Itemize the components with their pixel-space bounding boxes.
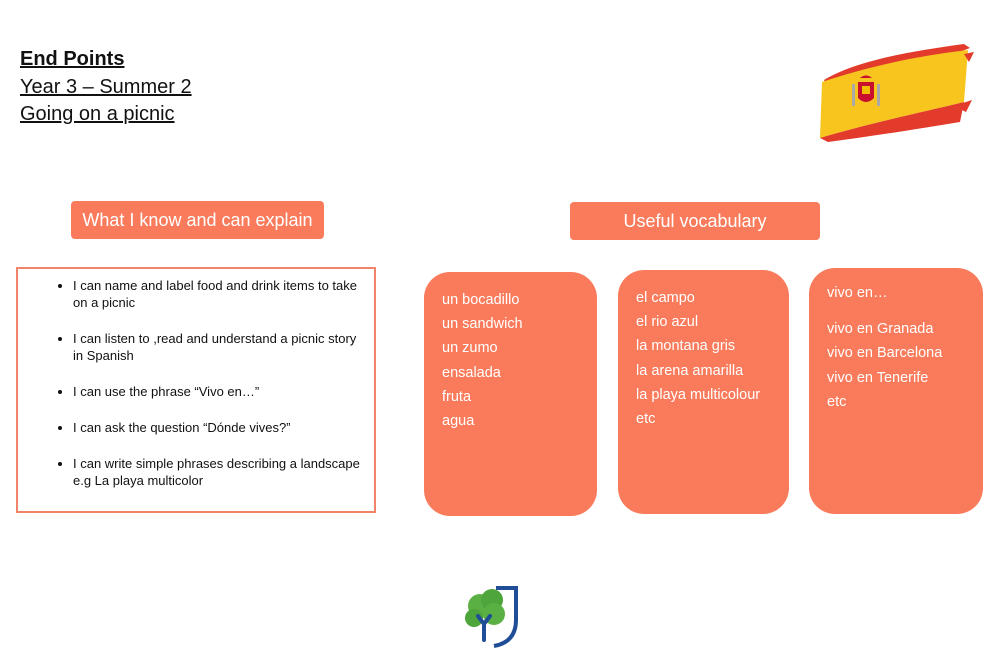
vocab-item: la montana gris — [636, 338, 736, 355]
list-item: • I can name and label food and drink items to take on a picnic — [73, 277, 364, 311]
list-item: • I can listen to ,read and understand a picnic story in Spanish — [73, 330, 364, 364]
vocab-item: el rio azul — [636, 314, 699, 331]
topic-title: Going on a picnic — [20, 103, 175, 125]
vocab-item: vivo en Granada — [827, 321, 934, 338]
list-item: • I can write simple phrases describing a landscape e.g La playa multicolor — [73, 455, 364, 489]
vocab-item: agua — [442, 413, 475, 430]
what-i-know-list — [18, 269, 374, 489]
vocab-item: el campo — [636, 290, 695, 306]
vocab-box-places — [809, 268, 983, 514]
vocab-item: la playa multicolour — [636, 386, 761, 403]
page-subtitle: Year 3 – Summer 2 — [20, 76, 192, 98]
vocab-item-heading: vivo en… — [827, 285, 888, 301]
useful-vocabulary-heading: Useful vocabulary — [570, 202, 820, 240]
vocab-box-food — [424, 272, 597, 516]
what-i-know-box — [16, 267, 376, 513]
vocab-item: un bocadillo — [442, 292, 520, 308]
spacer — [827, 305, 965, 317]
vocab-item: vivo en Tenerife — [827, 369, 929, 386]
vocab-item: un sandwich — [442, 316, 523, 333]
spain-flag-icon — [814, 42, 974, 142]
vocab-item: un zumo — [442, 340, 498, 357]
vocab-item: etc — [636, 411, 656, 428]
page-title: End Points — [20, 48, 125, 70]
list-item: • I can ask the question “Dónde vives?” — [73, 419, 364, 436]
what-i-know-heading: What I know and can explain — [71, 201, 324, 239]
vocab-item: la arena amarilla — [636, 362, 744, 379]
vocab-item: vivo en Barcelona — [827, 345, 943, 362]
vocab-item: etc — [827, 393, 847, 410]
vocab-item: fruta — [442, 388, 472, 405]
vocab-item: ensalada — [442, 364, 501, 381]
list-item: • I can use the phrase “Vivo en…” — [73, 383, 364, 400]
school-tree-logo-icon — [460, 584, 524, 650]
vocab-box-landscape — [618, 270, 789, 514]
